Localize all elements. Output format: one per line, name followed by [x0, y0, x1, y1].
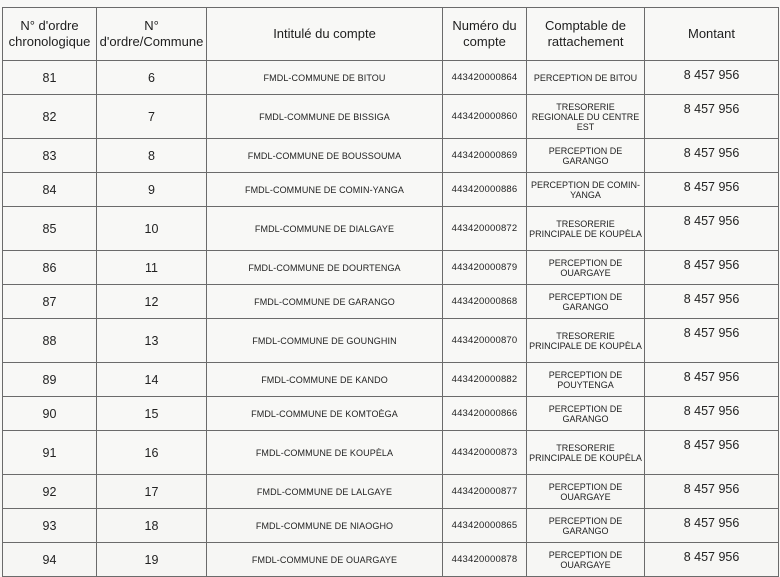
cell-comptable: TRESORERIE PRINCIPALE DE KOUPÈLA — [527, 207, 645, 251]
accounts-table — [2, 7, 779, 577]
cell-ordre-chronologique: 88 — [3, 319, 97, 363]
cell-montant: 8 457 956 — [645, 509, 779, 543]
cell-montant: 8 457 956 — [645, 397, 779, 431]
cell-ordre-commune: 18 — [97, 509, 207, 543]
cell-numero-compte: 443420000878 — [443, 543, 527, 577]
cell-comptable: TRESORERIE REGIONALE DU CENTRE EST — [527, 95, 645, 139]
cell-comptable: PERCEPTION DE OUARGAYE — [527, 543, 645, 577]
cell-montant: 8 457 956 — [645, 363, 779, 397]
cell-intitule: FMDL-COMMUNE DE GARANGO — [207, 285, 443, 319]
table-row — [3, 139, 779, 173]
table-row — [3, 319, 779, 363]
table-row — [3, 475, 779, 509]
cell-numero-compte: 443420000882 — [443, 363, 527, 397]
cell-numero-compte: 443420000873 — [443, 431, 527, 475]
table-row — [3, 285, 779, 319]
cell-ordre-commune: 7 — [97, 95, 207, 139]
cell-ordre-chronologique: 83 — [3, 139, 97, 173]
header-ordre-commune: N° d'ordre/Commune — [97, 8, 207, 61]
cell-comptable: PERCEPTION DE GARANGO — [527, 397, 645, 431]
cell-ordre-commune: 19 — [97, 543, 207, 577]
cell-montant: 8 457 956 — [645, 173, 779, 207]
cell-comptable: PERCEPTION DE COMIN-YANGA — [527, 173, 645, 207]
cell-ordre-chronologique: 93 — [3, 509, 97, 543]
cell-intitule: FMDL-COMMUNE DE LALGAYE — [207, 475, 443, 509]
cell-numero-compte: 443420000869 — [443, 139, 527, 173]
table-row — [3, 509, 779, 543]
cell-montant: 8 457 956 — [645, 251, 779, 285]
cell-numero-compte: 443420000872 — [443, 207, 527, 251]
cell-comptable: PERCEPTION DE POUYTENGA — [527, 363, 645, 397]
cell-montant: 8 457 956 — [645, 61, 779, 95]
header-numero-compte: Numéro du compte — [443, 8, 527, 61]
cell-ordre-chronologique: 84 — [3, 173, 97, 207]
cell-comptable: PERCEPTION DE GARANGO — [527, 285, 645, 319]
cell-montant: 8 457 956 — [645, 319, 779, 363]
cell-montant: 8 457 956 — [645, 431, 779, 475]
cell-intitule: FMDL-COMMUNE DE BITOU — [207, 61, 443, 95]
cell-intitule: FMDL-COMMUNE DE COMIN-YANGA — [207, 173, 443, 207]
cell-montant: 8 457 956 — [645, 207, 779, 251]
cell-ordre-chronologique: 86 — [3, 251, 97, 285]
table-row — [3, 397, 779, 431]
cell-numero-compte: 443420000879 — [443, 251, 527, 285]
cell-numero-compte: 443420000860 — [443, 95, 527, 139]
cell-ordre-chronologique: 91 — [3, 431, 97, 475]
cell-numero-compte: 443420000870 — [443, 319, 527, 363]
cell-intitule: FMDL-COMMUNE DE DIALGAYE — [207, 207, 443, 251]
cell-montant: 8 457 956 — [645, 475, 779, 509]
cell-comptable: PERCEPTION DE GARANGO — [527, 509, 645, 543]
cell-intitule: FMDL-COMMUNE DE KANDO — [207, 363, 443, 397]
table-row — [3, 431, 779, 475]
table-row — [3, 251, 779, 285]
cell-intitule: FMDL-COMMUNE DE OUARGAYE — [207, 543, 443, 577]
table-row — [3, 363, 779, 397]
header-comptable: Comptable de rattachement — [527, 8, 645, 61]
header-montant: Montant — [645, 8, 779, 61]
table-row — [3, 61, 779, 95]
cell-numero-compte: 443420000877 — [443, 475, 527, 509]
cell-comptable: TRESORERIE PRINCIPALE DE KOUPÈLA — [527, 431, 645, 475]
cell-intitule: FMDL-COMMUNE DE GOUNGHIN — [207, 319, 443, 363]
cell-ordre-chronologique: 90 — [3, 397, 97, 431]
cell-ordre-commune: 17 — [97, 475, 207, 509]
cell-numero-compte: 443420000886 — [443, 173, 527, 207]
table-row — [3, 173, 779, 207]
cell-intitule: FMDL-COMMUNE DE KOUPÈLA — [207, 431, 443, 475]
cell-ordre-chronologique: 89 — [3, 363, 97, 397]
table-header-row — [3, 8, 779, 61]
cell-intitule: FMDL-COMMUNE DE KOMTOÈGA — [207, 397, 443, 431]
cell-comptable: PERCEPTION DE BITOU — [527, 61, 645, 95]
cell-ordre-chronologique: 92 — [3, 475, 97, 509]
cell-comptable: PERCEPTION DE OUARGAYE — [527, 475, 645, 509]
cell-comptable: PERCEPTION DE GARANGO — [527, 139, 645, 173]
cell-ordre-commune: 13 — [97, 319, 207, 363]
cell-montant: 8 457 956 — [645, 139, 779, 173]
header-intitule: Intitulé du compte — [207, 8, 443, 61]
cell-intitule: FMDL-COMMUNE DE BOUSSOUMA — [207, 139, 443, 173]
table-row — [3, 95, 779, 139]
table-row — [3, 207, 779, 251]
cell-ordre-commune: 14 — [97, 363, 207, 397]
cell-numero-compte: 443420000868 — [443, 285, 527, 319]
cell-ordre-chronologique: 81 — [3, 61, 97, 95]
cell-ordre-commune: 10 — [97, 207, 207, 251]
cell-ordre-commune: 12 — [97, 285, 207, 319]
cell-ordre-commune: 9 — [97, 173, 207, 207]
cell-intitule: FMDL-COMMUNE DE NIAOGHO — [207, 509, 443, 543]
cell-ordre-chronologique: 87 — [3, 285, 97, 319]
cell-ordre-commune: 8 — [97, 139, 207, 173]
cell-intitule: FMDL-COMMUNE DE DOURTENGA — [207, 251, 443, 285]
cell-ordre-commune: 16 — [97, 431, 207, 475]
cell-numero-compte: 443420000865 — [443, 509, 527, 543]
cell-montant: 8 457 956 — [645, 543, 779, 577]
cell-montant: 8 457 956 — [645, 95, 779, 139]
cell-ordre-chronologique: 94 — [3, 543, 97, 577]
cell-numero-compte: 443420000864 — [443, 61, 527, 95]
cell-numero-compte: 443420000866 — [443, 397, 527, 431]
cell-intitule: FMDL-COMMUNE DE BISSIGA — [207, 95, 443, 139]
cell-comptable: PERCEPTION DE OUARGAYE — [527, 251, 645, 285]
cell-ordre-chronologique: 82 — [3, 95, 97, 139]
cell-comptable: TRESORERIE PRINCIPALE DE KOUPÈLA — [527, 319, 645, 363]
cell-ordre-commune: 11 — [97, 251, 207, 285]
cell-ordre-chronologique: 85 — [3, 207, 97, 251]
table-row — [3, 543, 779, 577]
cell-ordre-commune: 15 — [97, 397, 207, 431]
header-ordre-chronologique: N° d'ordre chronologique — [3, 8, 97, 61]
cell-ordre-commune: 6 — [97, 61, 207, 95]
cell-montant: 8 457 956 — [645, 285, 779, 319]
